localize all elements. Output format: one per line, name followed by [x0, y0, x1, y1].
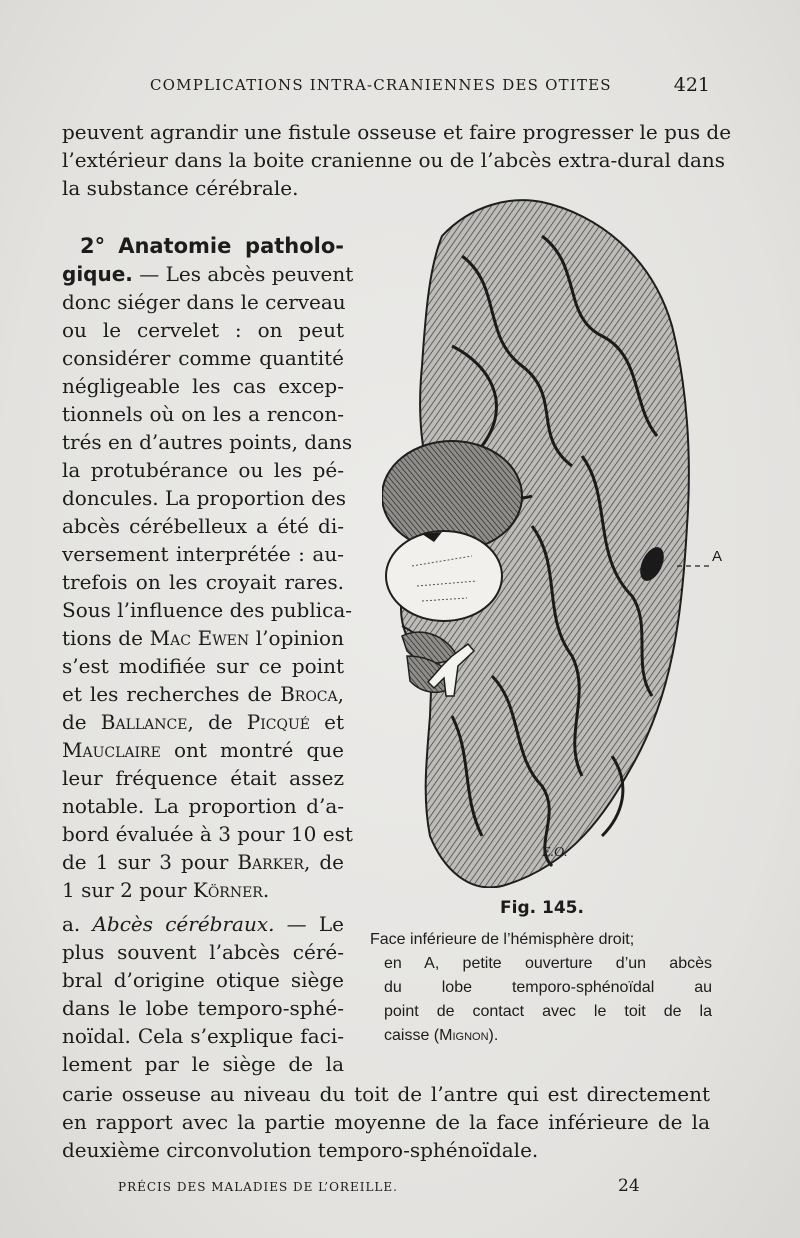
- author-name: Mauclaire: [62, 738, 161, 762]
- body-line: [62, 624, 344, 652]
- body-line: plus souvent l’abcès céré-: [62, 940, 344, 964]
- body-line: en rapport avec la partie moyenne de la face inférieure de la: [62, 1110, 710, 1134]
- sheet-number: 24: [618, 1176, 640, 1196]
- text-span: de: [62, 710, 101, 734]
- section-lead-in: — Les abcès peuvent: [132, 262, 354, 286]
- text-span: , de: [187, 710, 247, 734]
- text-span: caisse (: [384, 1027, 440, 1044]
- body-line: [62, 848, 344, 876]
- text-span: , de: [303, 850, 344, 874]
- body-line: [62, 708, 344, 736]
- body-line: l’extérieur dans la boite cranienne ou de l’abcès extra-dural dans: [62, 148, 726, 172]
- body-line: notable. La proportion d’a-: [62, 794, 344, 818]
- subsection-letter: a.: [62, 912, 93, 936]
- section-heading: [80, 232, 344, 260]
- figure-caption-line: en A, petite ouverture d’un abcès: [384, 955, 712, 972]
- body-line: tionnels où on les a rencon-: [62, 402, 344, 426]
- section-title-part2: gique.: [62, 262, 133, 286]
- running-header: [150, 76, 710, 98]
- author-name: Mignon: [439, 1027, 489, 1044]
- page-number: 421: [673, 74, 710, 96]
- figure-label-a: A: [712, 548, 723, 565]
- body-line: Sous l’influence des publica-: [62, 598, 353, 622]
- body-line: doncules. La proportion des: [62, 486, 347, 510]
- body-line: considérer comme quantité: [62, 346, 344, 370]
- figure-caption-line: point de contact avec le toit de la: [384, 1003, 712, 1020]
- body-line: lement par le siège de la: [62, 1052, 344, 1076]
- text-span: et: [309, 710, 344, 734]
- body-line: ou le cervelet : on peut: [62, 318, 344, 342]
- text-span: .: [262, 878, 270, 902]
- body-line: s’est modifiée sur ce point: [62, 654, 344, 678]
- body-line: [62, 260, 354, 288]
- body-line: abcès cérébelleux a été di-: [62, 514, 344, 538]
- text-span: ,: [337, 682, 344, 706]
- section-title-part1: Anatomie patholo-: [118, 234, 344, 258]
- body-line: dans le lobe temporo-sphé-: [62, 996, 344, 1020]
- text-span: et les recherches de: [62, 682, 281, 706]
- body-line: peuvent agrandir une fistule osseuse et faire progresser le pus de: [62, 120, 732, 144]
- author-name: Picqué: [246, 710, 310, 734]
- author-name: Mac Ewen: [149, 626, 250, 650]
- subsection-line: [62, 910, 344, 938]
- figure-number: Fig. 145.: [500, 898, 584, 918]
- section-number: 2°: [80, 234, 106, 258]
- body-line: bord évaluée à 3 pour 10 est: [62, 822, 353, 846]
- figure-caption-line: du lobe temporo-sphénoïdal au: [384, 979, 712, 996]
- text-span: ont montré que: [160, 738, 344, 762]
- body-line: donc siéger dans le cerveau: [62, 290, 346, 314]
- body-line: versement interprétée : au-: [62, 542, 344, 566]
- running-title: COMPLICATIONS INTRA-CRANIENNES DES OTITES: [150, 76, 612, 94]
- body-line: [62, 876, 344, 904]
- author-name: Barker: [237, 850, 304, 874]
- text-span: de 1 sur 3 pour: [62, 850, 238, 874]
- text-span: 1 sur 2 pour: [62, 878, 193, 902]
- body-line: [62, 680, 344, 708]
- body-line: trefois on les croyait rares.: [62, 570, 344, 594]
- body-line: trés en d’autres points, dans: [62, 430, 353, 454]
- author-name: Körner: [192, 878, 263, 902]
- book-signature: PRÉCIS DES MALADIES DE L’OREILLE.: [118, 1180, 398, 1194]
- figure-caption-line: Face inférieure de l’hémisphère droit;: [370, 931, 635, 948]
- text-span: — Le: [274, 912, 344, 936]
- subsection-title: Abcès cérébraux.: [92, 912, 275, 936]
- body-line: négligeable les cas excep-: [62, 374, 344, 398]
- body-line: leur fréquence était assez: [62, 766, 344, 790]
- body-line: noïdal. Cela s’explique faci-: [62, 1024, 344, 1048]
- body-line: la protubérance ou les pé-: [62, 458, 344, 482]
- body-line: la substance cérébrale.: [62, 176, 299, 200]
- author-name: Broca: [280, 682, 338, 706]
- body-line: [62, 736, 344, 764]
- body-line: carie osseuse au niveau du toit de l’antre qui est directement: [62, 1082, 710, 1106]
- body-line: deuxième circonvolution temporo-sphénoïdale.: [62, 1138, 539, 1162]
- author-name: Ballance: [100, 710, 188, 734]
- engraver-signature: E.O.: [542, 845, 568, 860]
- figure-caption-line: [384, 1024, 712, 1048]
- text-span: tions de: [62, 626, 150, 650]
- text-span: l’opinion: [249, 626, 344, 650]
- text-span: ).: [488, 1027, 499, 1044]
- body-line: bral d’origine otique siège: [62, 968, 344, 992]
- brain-hemisphere-illustration: [382, 196, 722, 888]
